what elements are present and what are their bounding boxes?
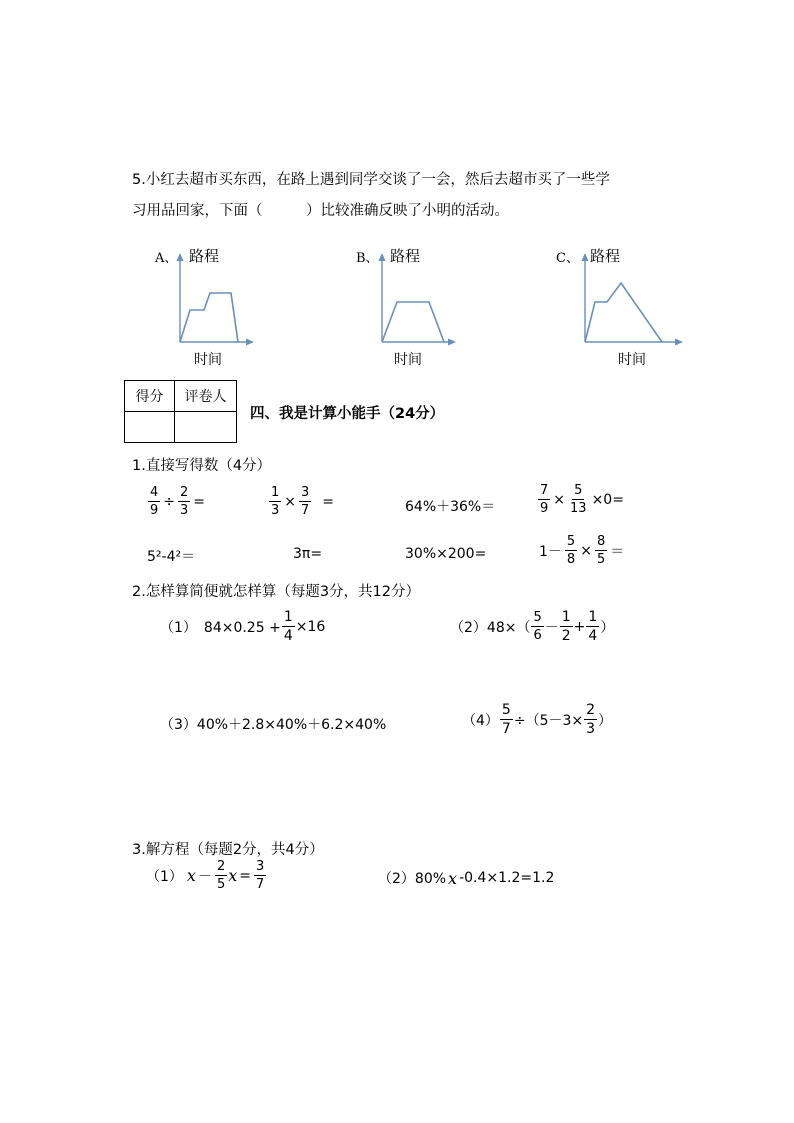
- score-header: 得分: [125, 381, 175, 412]
- item-e: 5²-4²＝: [147, 549, 196, 565]
- part-2-title: 2.怎样算简便就怎样算（每题3分，共12分）: [132, 584, 421, 600]
- grader-cell[interactable]: [175, 412, 237, 443]
- part-3-title: 3.解方程（每题2分，共4分）: [132, 842, 324, 858]
- fraction: $\frac{7}{9}$: [540, 483, 549, 516]
- graph-a: [155, 245, 275, 370]
- item-b: $\frac{1}{3}$ × $\frac{3}{7}$ =: [271, 485, 335, 518]
- graph-b-ylabel: 路程: [390, 247, 421, 265]
- grader-header: 评卷人: [175, 381, 237, 412]
- score-cell[interactable]: [125, 412, 175, 443]
- part-3-q1: （1） x － $\frac{2}{5}$ x = $\frac{3}{7}$: [146, 859, 265, 892]
- fraction: $\frac{5}{13}$: [570, 483, 587, 516]
- graph-c-ylabel: 路程: [590, 247, 621, 265]
- part-2-q1: （1） 84×0.25 + $\frac{1}{4}$ ×16: [160, 609, 326, 644]
- item-f: 3π=: [293, 546, 323, 562]
- item-g: 30%×200=: [405, 546, 487, 562]
- fraction: $\frac{1}{3}$: [271, 485, 280, 518]
- graph-a-xlabel: 时间: [194, 352, 222, 368]
- graph-c-label: C、: [556, 251, 579, 266]
- fraction: $\frac{2}{5}$: [216, 859, 226, 892]
- item-c: 64%＋36%＝: [405, 499, 496, 515]
- item-h: 1－ $\frac{5}{8}$ × $\frac{8}{5}$ ＝: [539, 534, 625, 567]
- graph-a-ylabel: 路程: [189, 247, 220, 265]
- item-a: $\frac{4}{9}$ ÷ $\frac{2}{3}$ =: [150, 485, 206, 518]
- part-2-q4: （4） $\frac{5}{7}$ ÷（5－3× $\frac{2}{3}$ ）: [462, 702, 613, 737]
- item-d: $\frac{7}{9}$ × $\frac{5}{13}$ ×0=: [540, 483, 624, 516]
- graph-c: [556, 245, 691, 370]
- graph-b-xlabel: 时间: [394, 352, 422, 368]
- part-2-q3: （3）40%＋2.8×40%＋6.2×40%: [160, 717, 387, 733]
- graph-a-plot: [155, 245, 275, 350]
- graph-a-label: A、: [155, 251, 178, 266]
- question-5-line1: 5.小红去超市买东西，在路上遇到同学交谈了一会，然后去超市买了一些学: [132, 172, 610, 188]
- fraction: $\frac{2}{3}$: [180, 485, 189, 518]
- score-table: [124, 380, 237, 443]
- fraction: $\frac{4}{9}$: [150, 485, 159, 518]
- fraction: $\frac{1}{4}$: [283, 609, 293, 644]
- part-1-title: 1.直接写得数（4分）: [132, 458, 272, 474]
- graph-b-plot: [356, 245, 476, 350]
- graph-c-xlabel: 时间: [618, 352, 646, 368]
- part-2-q2: （2）48×（ $\frac{5}{6}$ － $\frac{1}{2}$ + $\frac{1}{4}$ ）: [450, 609, 615, 644]
- question-5-line2: 习用品回家，下面（ ）比较准确反映了小明的活动。: [132, 203, 509, 219]
- fraction: $\frac{1}{4}$: [588, 609, 598, 644]
- fraction: $\frac{3}{7}$: [301, 485, 310, 518]
- graph-b: [356, 245, 476, 370]
- graph-c-plot: [556, 245, 691, 350]
- section-4-title: 四、我是计算小能手（24分）: [250, 406, 445, 422]
- fraction: $\frac{8}{5}$: [596, 534, 606, 567]
- fraction: $\frac{5}{6}$: [533, 610, 542, 643]
- part-3-q2: （2）80% x -0.4×1.2=1.2: [378, 868, 555, 888]
- fraction: $\frac{2}{3}$: [586, 702, 596, 737]
- fraction: $\frac{3}{7}$: [256, 859, 265, 892]
- fraction: $\frac{5}{7}$: [501, 702, 511, 737]
- fraction: $\frac{5}{8}$: [566, 534, 576, 567]
- fraction: $\frac{1}{2}$: [561, 609, 571, 644]
- graph-b-label: B、: [356, 251, 379, 266]
